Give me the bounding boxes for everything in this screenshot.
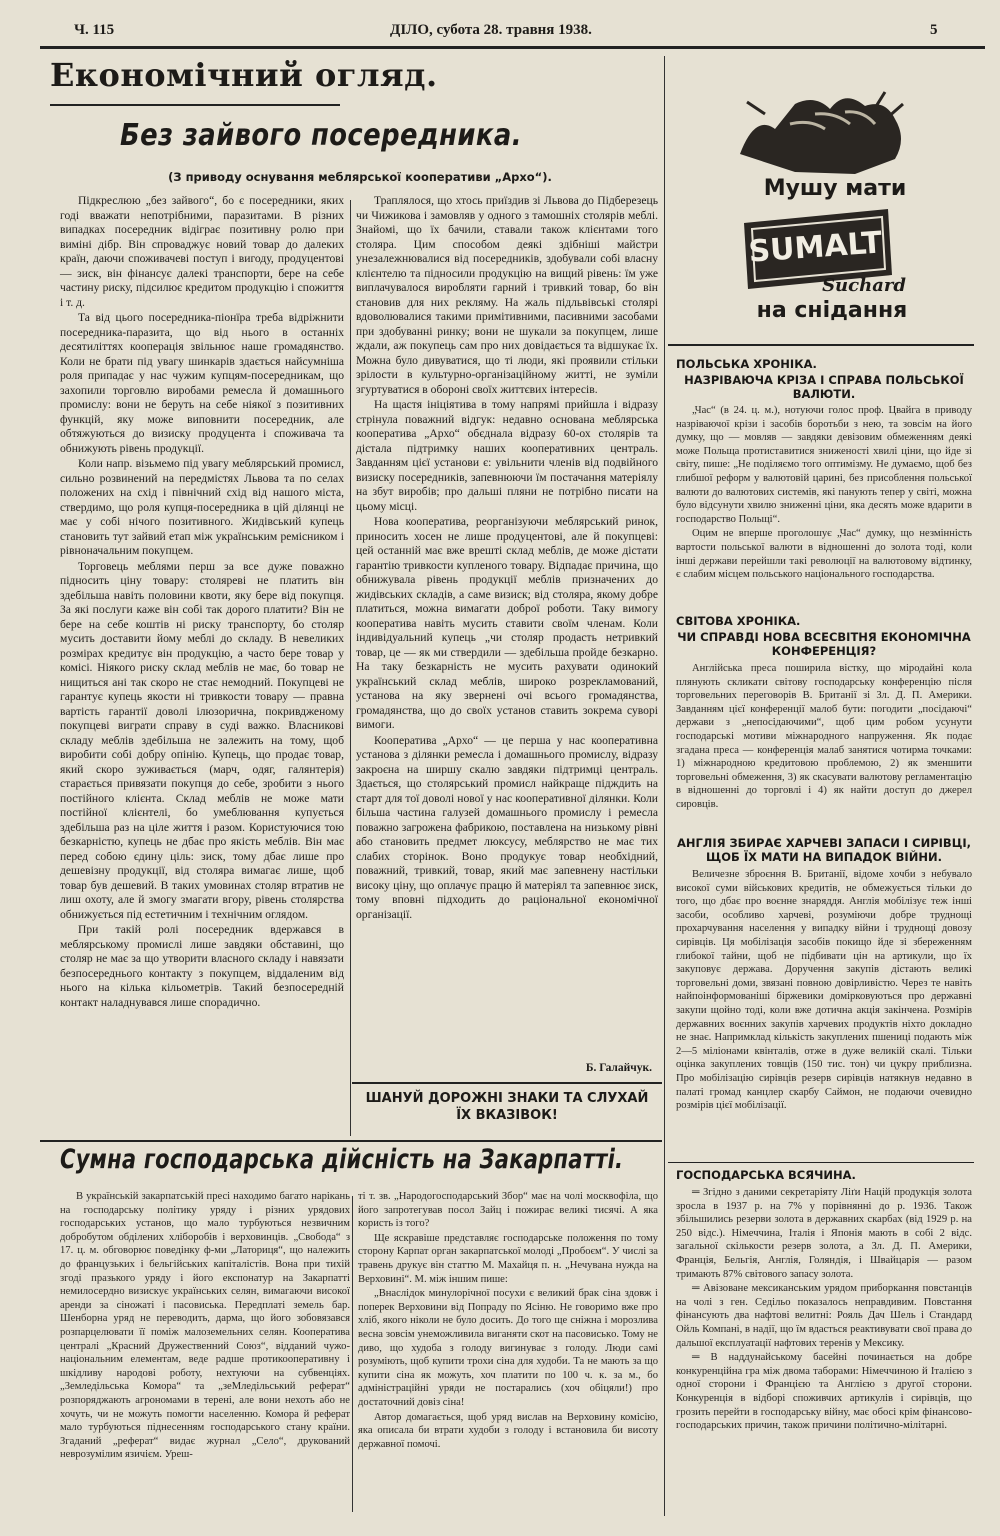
list-item: ═ Авізоване мексиканським урядом приборкання повстанців на чолі з ген. Седільо показалось неправдивим. Повстання фінансують два нафтові велитні: Рояль Дач Шель і Стандард Ойль Компані, в надії, що їм вдасться реактивувати свої права до дальшої експлуатації нафтових теренів у Мексику.: [676, 1283, 972, 1349]
article-title-box: [120, 118, 600, 166]
carpathian-title: Сумна господарська дійсність на Закарпатті.: [60, 1144, 624, 1175]
paragraph: Торговець меблями перш за все дуже поважно підносить ціну товару: столяреві не платить він здебільша навіть половини квоти, яку бере від покупця. За які послуги каже він собі так дорого платити? Він не бере на себе коштів ні риску транспорту, бо столяр мусить доставити йому меблі до складу. В невеликих розмірах кредитує він продукцію, а часто бере товар у комісі. Ніякого риску склад меблів не має, бо товар не нищиться ані так скоро не стає немодний. Покупцеві не гарантує купець якости ні тривкости товару — правна вартість гарантії доволі ілюзорична, покривдженому покупцеві виграти справу в суді важко. Власникові складу меблів здебільша не залежить на тому, щоб виробити собі добру опінію. Купець, що продає товар, який скоро зуживається (марч, одяг, галянтерія) старається привязати покупця до себе, зробити з нього постійного клієнта. Склад меблів не може мати постійної клієнтелі, бо умеблювання купується здебільша раз на ціле життя і разом. Користуючися тою безкарністю, купець не дбає про якість меблів. Він має перед собою єдину ціль: зиск, тому дбає лише про дешевізну продукції, від столяра вимагає лише, щоб товар був дешевий. В таких умовинах столяр втратив не лиш охоту, але й змогу змагати вгору, рівень столярства обнижується під естетичним і технічним оглядом.: [60, 559, 344, 921]
article-column-2: [356, 194, 658, 1060]
notice-top-rule: [352, 1082, 662, 1084]
page-number: 5: [930, 22, 938, 38]
article-title: Без зайвого посередника.: [120, 118, 522, 153]
sumalt-logo: [738, 205, 906, 296]
polish-chronicle-section: ПОЛЬСЬКА ХРОНІКА.: [676, 357, 817, 371]
list-item: ═ В наддунайському басейні починається на добре конкуренційна гра між двома таборами: Німеччиною й Італією з одної сторони і Францією та Англією з другої сторони. Конкуренція в відборі споживчих артикулів і сирівців, що грозить перейти в господарську війну, має обосі крім фінансово-господарських причин, також причини політично-мілітарні.: [676, 1352, 972, 1432]
carpathian-divider: [352, 1196, 353, 1512]
paragraph: Підкреслюю „без зайвого“, бо є посередники, яких годі вважати непотрібними, паразитами. В різних випадках посередник відіграє позитивну ролю при виміні дібр. Він спроваджує новий товар до далеких країн, даючи споживачеві поступ і вигоду, продуцентові — зиск, він фінансує далекі транспорти, бере на себе частину риску, підсилює кредитом продукцію і спожиття і т. д.: [60, 194, 344, 309]
page-header: [60, 18, 960, 44]
issue-number: Ч. 115: [74, 22, 115, 38]
column-divider: [350, 200, 351, 1136]
list-item: ═ Згідно з даними секретаріяту Ліґи Націй продукція золота зросла в 1937 р. на 7% у порівнянні до р. 1936. Також збільшились резерви золота в державних скарбах (від 1929 р. на 250 відс.). Німеччина, Італія і Японія мають в собі 2 відс. загальної скількости резерв золота, а Зл. Д. П. Америки, Франція, Бельгія, Англія, Голяндія, і Швайцарія — разом тримають 87% світового запасу золота.: [676, 1187, 972, 1280]
ad-bottom-text: на снідання: [756, 298, 908, 323]
article-subtitle: (З приводу оснування меблярської кооперативи „Архо“).: [168, 170, 552, 184]
ad-bottom-rule: [668, 344, 974, 346]
miscellany-text: [676, 1186, 972, 1516]
world-chronicle-section: СВІТОВА ХРОНІКА.: [676, 614, 801, 628]
world-chronicle-headline: ЧИ СПРАВДІ НОВА ВСЕСВІТНЯ ЕКОНОМІЧНА КОНФЕРЕНЦІЯ?: [677, 630, 971, 658]
fist-illustration: [735, 84, 910, 176]
header-rule: [40, 46, 985, 49]
paragraph: При такій ролі посередник вдержався в меблярському промислі лише завдяки обставині, що столяр не має за що утворити власного складу і навязати безпосереднього контакту з покупцем, віддаленим від нього на кілька кільометрів. Такий безпосередній контакт наладнувався лише спорадично.: [60, 923, 344, 1009]
article-column-1: [60, 194, 344, 1144]
miscellany-section: ГОСПОДАРСЬКА ВСЯЧИНА.: [676, 1168, 856, 1182]
england-text: [676, 868, 972, 1158]
paragraph: В українській закарпатській пресі находимо багато нарікань на господарську політику уряду і різних урядових господарських установ, що мало турбуються незвичним добробутом обділених хліборобів і верховинців. „Свобода“ з 17. ц. м. обговорює поведінку ф-ми „Латориця“, що належить до французьких і бельгійських капіталістів. Вона при тихій згоді празького уряду і його експонатур на Закарпатті немилосердно визискує українських селян, вимагаючи високої аренди за сіножаті і пасовиська. Передплаті земель бар. Шенборна уряд не переводить, дарма, що його зобовязався розпарцелювати її поміж малоземельних селян. Кооператива централі „Красний Дружественний Союз“, відданий чужо-національним елементам, веде радше протикооперативну і шкідливу народові роботу, нехтуючи на субвенціях. „Земледільська Комора“ та „зеМледільський реферат“ розпоряджають агрономами в терені, але вони нехоть або не хочуть, чи не можуть помогти населенню. Комора й реферат мало турбуються піднесенням господарського стану країни. Згаданий „реферат“ видає журнал „Село“, друкований неврозумілим язичієм. Уреш-: [60, 1191, 350, 1461]
section-title: Економічний огляд.: [50, 56, 438, 94]
paragraph: Коли напр. візьмемо під увагу меблярський промисл, сильно розвинений на передмістях Львова та по селах положених на схід і північний схід від нашого міста, ствердимо, що роля купця-посередника в цій ділянці не має у собі нічого позитивного. Жидівський купець становить тут зайвий етап між українським ремісником і рівноначальним покупцем.: [60, 457, 344, 557]
masthead: ДІЛО, субота 28. травня 1938.: [390, 22, 592, 38]
paragraph: Кооператива „Архо“ — це перша у нас кооперативна установа з ділянки ремесла і домашнього промислу, відразу закроєна на ширшу скалю завдяки підтримці централь. Здається, що столярський промисл найкраще підждить на старт для тої доволі нової у нас кооперативної ділянки. Коли більша частина галузей домашнього промислу і ремесла поважно загрожена фабрикою, поставлена на низькому рівні або становить предмет люксусу, меблярство не має тих слабих сторінок. Воно продукує товар необхідний, поважний, тривкий, товар, який має запевнену настільки високу ціну, що оплачує працю й матеріял та запевнює зиск, тому вповні підходить до раціональної економічної організації.: [356, 733, 658, 921]
carpathian-column-1: [60, 1190, 350, 1516]
carpathian-title-box: [60, 1144, 660, 1186]
miscellany-rule: [668, 1162, 974, 1163]
paragraph: Величезне зброєння В. Британії, відоме хочби з небувало високої суми військових кредитів, не обмежується тільки до того, що дбає про воєнне знаряддя. Англія мобілізує теж інші засоби, особливо харчеві, розуміючи добре труднощі прохарчування населення у випадку війни і труднощі довозу сирівців. Ця мобілізація засобів покищо йде зі збереженням глибокої тайни, щоб не підбивати цін на артикули, що їх закуповує держава. Доручення закупів дістають великі торговельні доми, звязані повною довірливістю. Через те навіть найпоінформованіші біржевики домірковуються про державні закупи щойно тоді, коли вже дотична акція закінчена. Розмірів державних воєнних закупів харчевих продуктів ніхто докладно не знає. Напримклад кількість закуплених пшениці подають між 2—5 міліонами квінталів, отже в дуже великій скалі. Тільки оцінка закуплених товщів (150 тис. тон) чи цукру приблизна. Про мобілізацію сирівців резерв сирівців натякнув недавно в палаті громад канцлер скарбу Саймон, не подаючи очевидно розмірів цієї мобілізації.: [676, 869, 972, 1112]
paragraph: На щастя ініціятива в тому напрямі прийшла і відразу стрінула поважний відгук: недавно основана меблярська кооператива „Архо“ обєднала відразу 60-ох столярів та дістала підтримку наших кооперативних централь. Завданням цієї установи є: увільнити членів від подвійного визиску посередників, запевнюючи їм постачання матеріялу на збут виробів; про дальші пляни не потрібно писати на цьому місці.: [356, 398, 658, 513]
paragraph: ті т. зв. „Народогосподарський Збор“ має на чолі москвофіла, що його запротегував посол Зайц і пожирає великі тисячі. А яка користь із того?: [358, 1191, 658, 1230]
paragraph: Ще яскравіше представляє господарське положення по тому сторону Карпат орган закарпатської молоді „Пробоєм“. У числі за травень друкує він статтю М. Махайця п. н. „Нечувана нужда на Верховині“. М. між іншим пише:: [358, 1232, 658, 1285]
paragraph: Англійська преса поширила вістку, що міродайні кола плянують скликати світову господарську конференцію після торговельних переговорів В. Британії зі Зл. Д. П. Америки. Завданням цієї конференції малоб бути: погодити „посідаючі“ держави з „непосідаючими“, щоб цим робом усунути господарські мотиви міжнародного напруження. Як подає згадана преса — конференція малаб занятися чотирма точками: 1) міжнародною кредитовою проблемою, 2) як зменшити торговельні обмеження, 3) як скасувати валютову регламентацію в відношенні до торговлі і 4) як найти доступ до джерел сировців.: [676, 663, 972, 810]
paragraph: Та від цього посередника-піонїра треба відріжнити посередника-паразита, що від нього в останніх десятиліттях кооперація звільнює наше громадянство. Коли не брати під увагу шинкарів здається найсумніша роля припадає у нас чужим купцям-посередникам, що захопили торговлю виробами ремесла й домашнього промислу: вони не беруть на себе ніякої з позитивних функцій, яку може виповнити посередник, але обтяжуються до визиску продуцента і споживача та обнижують рівень продукції.: [60, 311, 344, 455]
england-headline: АНГЛІЯ ЗБИРАЄ ХАРЧЕВІ ЗАПАСИ І СИРІВЦІ, ЩОБ ЇХ МАТИ НА ВИПАДОК ВІЙНИ.: [676, 836, 972, 864]
main-column-divider: [664, 56, 665, 1516]
ad-top-text: Мушу мати: [763, 176, 907, 201]
paragraph: Траплялося, що хтось приїздив зі Львова до Підберезець чи Чижикова і замовляв у одного з тамошніх столярів меблі. Знайомі, що їх бачили, ставали також клієнтами того столяра. Цим способом деякі здібніші майстри унезалежнювалися від посередників, здобували собі власну клієнтелю та підносили продукцію на вищий рівень: їм уже виплачувалося виробляти гарний і тривкий товар, бо він становив для них рекляму. На жаль підльвівські столярі вдоволювалися такими примітивними, пасивними засобами при здобуванні ринку; вони не шукали за покупцем, лише ждали, аж покупець сам про них довідається та відшукає їх. Можна було дивуватися, що ті люди, які проявили стільки зрілости в культурно-організаційному житті, не зуміли згуртуватися в обороні своїх життєвих інтересів.: [356, 194, 658, 396]
bottom-rule: [40, 1140, 662, 1142]
ad-maker: Suchard: [822, 275, 906, 296]
carpathian-column-2: [358, 1190, 658, 1516]
world-chronicle-text: [676, 662, 972, 832]
polish-chronicle-headline: НАЗРІВАЮЧА КРІЗА І СПРАВА ПОЛЬСЬКОЇ ВАЛЮТИ.: [684, 373, 964, 401]
ad-brand: SUMALT: [747, 225, 884, 270]
paragraph: Автор домагається, щоб уряд вислав на Верховину комісію, яка описала би втрати худоби з голоду і встановила би висоту державної помочі.: [358, 1411, 658, 1450]
section-title-underline: [50, 104, 340, 106]
paragraph: „Час“ (в 24. ц. м.), нотуючи голос проф. Цвайга в приводу назріваючої крізи і засобів боротьби з нею, та зовсім на його думку, що — мовляв — завдяки девізовим обмеженням деякі може Польща протиставитися зниженості хвилі ціни, що йде зі світу, пише: „Не поділяємо того оптимізму. Не думаємо, щоб без глибшої реформ у валютовій царині, без присоблення польської валюти до валютових системів, які панують тепер у світі, можна було відсунути хвилю зниженні ціни, яка десять може вдарити в господарство Польщі“.: [676, 405, 972, 525]
paragraph: Нова кооператива, реорганізуючи меблярський ринок, приносить хосен не лише продуцентові, але й покупцеві: цей останній має вже врешті склад меблів, де може дістати гарантію тривкости купленого товару. Відпадає причина, що обнижувала рівень продукції меблів призначених до жидівських складів, а саме визиск; від столяра, якому добре платиться, можна вимагати доброї роботи. Таку вимогу кооператива навіть мусить ставити своїм членам. Коли індивідуальний купець „чи столяр продасть нетривкий товар, це — як ми ствердили — здебільша пройде безкарно. На таку безкарність не мусить рахувати одинокий український склад меблів, широко розрекламований, установа на яку звернені очі всього громадянства, громадянства, що до своїх установ ставить зокрема суворі вимоги.: [356, 515, 658, 731]
article-signature: Б. Галайчук.: [585, 1062, 652, 1074]
polish-chronicle-text: [676, 404, 972, 610]
paragraph: Оцим не вперше проголошує „Час“ думку, що незмінність вартости польської валюти в відношенні до золота тоді, коли інші держави перейшли такі революції на валютовому відтинку, є слабим місцем польського національного господарства.: [676, 528, 972, 581]
paragraph: „Внаслідок минулорічної посухи є великий брак сіна здовж і поперек Верховини від Попраду по Ясіню. Не говоримо вже про хліб, якого ніколи не було досить. До того ще сніжна і морозлива весна зовсім унеможливила виганяти скот на пасовиськo. Тому не диво, що худоба з голоду вигинуває з голоду. Люди самі розуміють, щоб купити трохи сіна для худоби. Та не мають за що купити сіна як можуть, хоч платити по 100 ч. к. за м., бо адміністраційні уряди не постарались (хоч обіцяли!) про достаточний довіз сіна!: [358, 1288, 658, 1408]
road-signs-notice: ШАНУЙ ДОРОЖНІ ЗНАКИ ТА СЛУХАЙ ЇХ ВКАЗІВОК!: [365, 1091, 649, 1123]
